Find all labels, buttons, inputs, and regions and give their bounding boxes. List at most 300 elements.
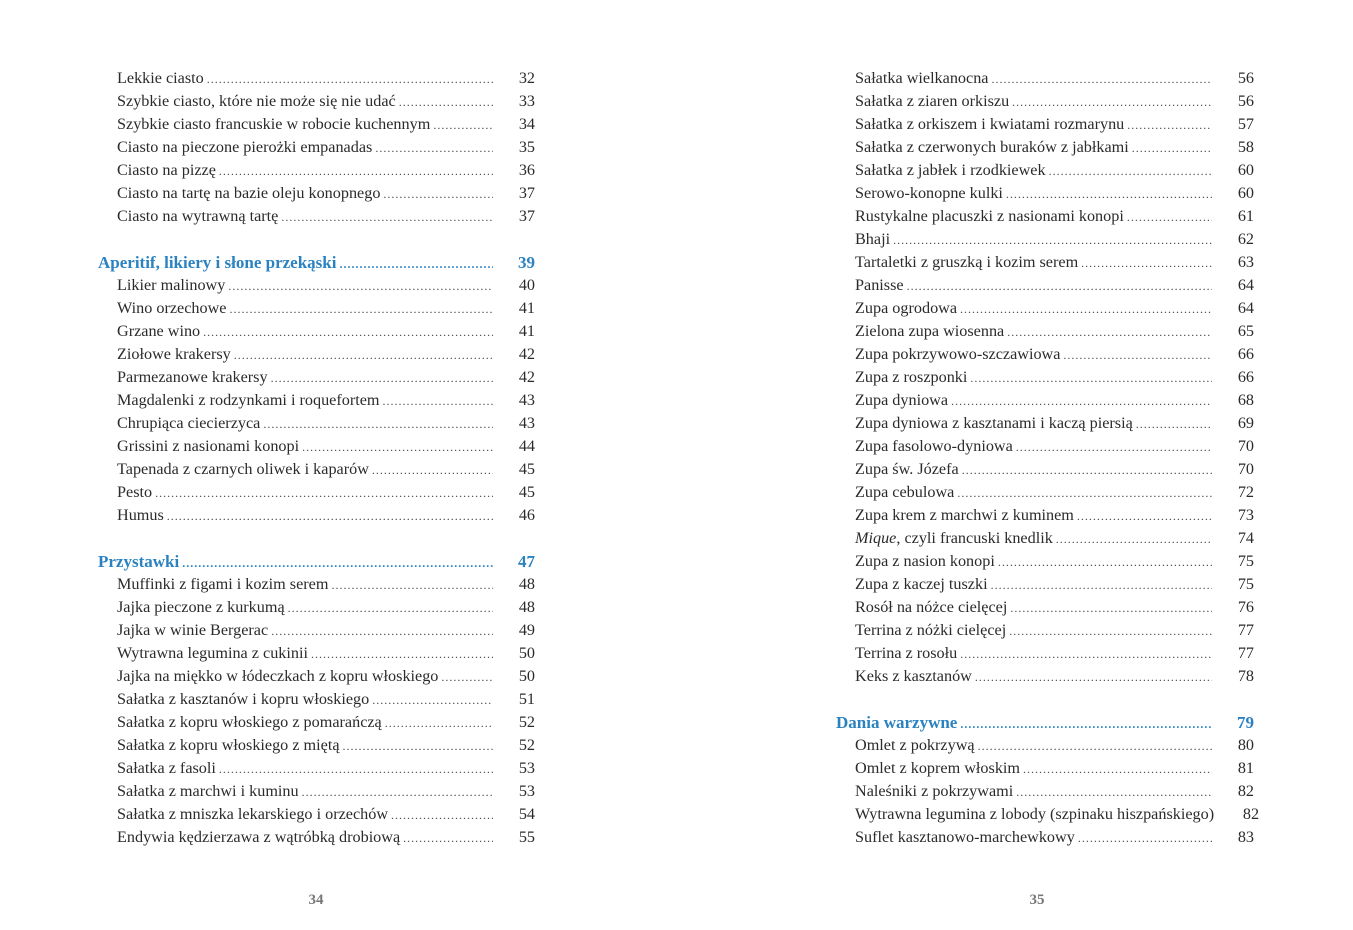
toc-entry	[98, 780, 535, 803]
toc-entry-title	[836, 113, 1124, 136]
toc-entry-page: 75	[1237, 575, 1254, 593]
toc-entry-title	[98, 113, 430, 136]
toc-entry-page: 55	[518, 828, 535, 846]
toc-entry-page: 47	[518, 552, 535, 571]
toc-entry-title-text: Ciasto na pieczone pierożki empanadas	[117, 138, 373, 156]
dot-leader	[155, 482, 493, 505]
toc-entry-title	[836, 389, 948, 412]
dot-leader	[951, 390, 1212, 413]
dot-leader	[975, 666, 1212, 689]
dot-leader	[219, 758, 493, 781]
toc-entry-title-text: Wytrawna legumina z lobody (szpinaku hiszpańskiego)	[855, 805, 1215, 823]
toc-entry	[836, 90, 1254, 113]
toc-entry-title	[98, 826, 400, 849]
toc-entry	[836, 182, 1254, 205]
toc-entry-page: 41	[518, 299, 535, 317]
toc-entry-title	[98, 688, 369, 711]
dot-leader	[383, 183, 493, 206]
toc-entry-page: 82	[1237, 782, 1254, 800]
toc-entry	[836, 550, 1254, 573]
toc-entry-title	[98, 504, 164, 527]
page-number: 34	[308, 892, 324, 908]
toc-entry	[98, 734, 535, 757]
toc-entry-page: 66	[1237, 345, 1254, 363]
toc-section-heading	[98, 550, 535, 573]
toc-entry-title-text: Wino orzechowe	[117, 299, 227, 317]
toc-entry-title	[836, 182, 1003, 205]
dot-leader	[1016, 436, 1212, 459]
toc-entry	[98, 665, 535, 688]
toc-entry-title	[836, 665, 972, 688]
toc-entry-page: 72	[1237, 483, 1254, 501]
dot-leader	[1078, 827, 1212, 850]
toc-entry-page: 68	[1237, 391, 1254, 409]
dot-leader	[403, 827, 493, 850]
toc-entry-title	[98, 757, 216, 780]
toc-entry-title-text: Zupa fasolowo-dyniowa	[855, 437, 1013, 455]
toc-entry-title-text: Sałatka z kopru włoskiego z miętą	[117, 736, 340, 754]
toc-entry-page: 35	[518, 138, 535, 156]
toc-entry-page: 57	[1237, 115, 1254, 133]
toc-entry	[98, 504, 535, 527]
toc-entry-page: 37	[518, 184, 535, 202]
toc-entry	[836, 803, 1260, 826]
toc-entry-title-text: Zupa z roszponki	[855, 368, 968, 386]
toc-entry-title	[98, 596, 285, 619]
dot-leader	[441, 666, 493, 689]
toc-entry-title-text: Zupa św. Józefa	[855, 460, 959, 478]
toc-entry-title-text: Zielona zupa wiosenna	[855, 322, 1005, 340]
toc-entry-title-text: Szybkie ciasto francuskie w robocie kuchennym	[117, 115, 431, 133]
dot-leader	[991, 574, 1212, 597]
toc-entry-title-text: Pesto	[117, 483, 153, 501]
toc-entry-page: 70	[1237, 437, 1254, 455]
toc-entry-title	[98, 90, 396, 113]
toc-entry	[836, 320, 1254, 343]
dot-leader	[1063, 344, 1212, 367]
toc-entry-page: 48	[518, 598, 535, 616]
toc-entry	[98, 688, 535, 711]
toc-entry-title-text: Zupa dyniowa	[855, 391, 949, 409]
toc-entry-page: 76	[1237, 598, 1254, 616]
toc-entry-title	[98, 182, 380, 205]
toc-entry-page: 51	[518, 690, 535, 708]
toc-entry	[836, 389, 1254, 412]
toc-entry-page: 69	[1237, 414, 1254, 432]
toc-entry-page: 78	[1237, 667, 1254, 685]
toc-entry	[98, 136, 535, 159]
toc-entry-page: 75	[1237, 552, 1254, 570]
toc-entry-title	[98, 251, 336, 274]
dot-leader	[998, 551, 1212, 574]
toc-entry-title-text: Zupa z nasion konopi	[855, 552, 995, 570]
toc-entry-title	[836, 159, 1046, 182]
toc-section-heading	[98, 251, 535, 274]
dot-leader	[433, 114, 493, 137]
toc-entry-title	[98, 642, 308, 665]
toc-entry-title	[836, 90, 1009, 113]
toc-entry	[836, 228, 1254, 251]
toc-entry-page: 44	[518, 437, 535, 455]
dot-leader	[1010, 597, 1212, 620]
toc-entry-title-text: Zupa cebulowa	[855, 483, 955, 501]
toc-entry-title-italic: Mique	[855, 529, 897, 547]
toc-entry-title	[836, 274, 904, 297]
toc-entry	[98, 435, 535, 458]
toc-entry	[98, 389, 535, 412]
toc-entry	[98, 803, 535, 826]
toc-entry-title-text: Ciasto na wytrawną tartę	[117, 207, 279, 225]
toc-entry	[98, 159, 535, 182]
dot-leader	[311, 643, 493, 666]
dot-leader	[271, 367, 493, 390]
left-page	[0, 0, 676, 930]
toc-entry-page: 42	[518, 368, 535, 386]
toc-entry	[836, 642, 1254, 665]
toc-entry-title	[98, 297, 226, 320]
toc-entry-title-text: Jajka na miękko w łódeczkach z kopru włoskiego	[117, 667, 439, 685]
toc-entry	[98, 343, 535, 366]
toc-entry-title	[98, 458, 369, 481]
toc-entry-title	[98, 550, 179, 573]
toc-entry-title-text: Omlet z pokrzywą	[855, 736, 975, 754]
toc-entry-title	[98, 435, 299, 458]
toc-entry	[98, 458, 535, 481]
dot-leader	[182, 552, 493, 575]
toc-entry-page: 58	[1237, 138, 1254, 156]
toc-entry-page: 61	[1237, 207, 1254, 225]
toc-entry-page: 62	[1237, 230, 1254, 248]
toc-entry-page: 40	[518, 276, 535, 294]
dot-leader	[1009, 620, 1212, 643]
toc-entry-title-text: Ciasto na tartę na bazie oleju konopnego	[117, 184, 381, 202]
toc-entry-page: 64	[1237, 299, 1254, 317]
toc-entry	[98, 113, 535, 136]
toc-entry	[836, 734, 1254, 757]
toc-entry-page: 74	[1237, 529, 1254, 547]
toc-entry-title-text: Jajka pieczone z kurkumą	[117, 598, 285, 616]
toc-entry-page: 64	[1237, 276, 1254, 294]
toc-entry-title	[836, 803, 1214, 826]
toc-entry-page: 36	[518, 161, 535, 179]
dot-leader	[234, 344, 493, 367]
toc-entry-title	[98, 274, 225, 297]
toc-entry-title-text: Szybkie ciasto, które nie może się nie udać	[117, 92, 396, 110]
table-of-contents	[836, 67, 1260, 849]
toc-entry	[98, 596, 535, 619]
dot-leader	[343, 735, 493, 758]
toc-entry	[836, 297, 1254, 320]
toc-entry-page: 56	[1237, 69, 1254, 87]
dot-leader	[1056, 528, 1212, 551]
toc-entry	[98, 90, 535, 113]
toc-entry-title	[98, 573, 328, 596]
dot-leader	[203, 321, 493, 344]
toc-entry-page: 53	[518, 782, 535, 800]
toc-entry-page: 45	[518, 460, 535, 478]
dot-leader	[372, 459, 493, 482]
toc-entry-title-text: Magdalenki z rodzynkami i roquefortem	[117, 391, 380, 409]
dot-leader	[1077, 505, 1212, 528]
dot-leader	[271, 620, 493, 643]
toc-entry-page: 50	[518, 644, 535, 662]
dot-leader	[970, 367, 1212, 390]
toc-entry-title	[836, 573, 988, 596]
toc-entry	[98, 366, 535, 389]
toc-entry-title-text: Sałatka z jabłek i rzodkiewek	[855, 161, 1046, 179]
dot-leader	[960, 298, 1212, 321]
toc-entry-title-text: Ziołowe krakersy	[117, 345, 231, 363]
toc-entry-title	[836, 550, 995, 573]
dot-leader	[399, 91, 493, 114]
dot-leader	[1081, 252, 1212, 275]
toc-entry-title-text: Serowo-konopne kulki	[855, 184, 1003, 202]
toc-entry-title-text: Lekkie ciasto	[117, 69, 204, 87]
toc-entry-page: 82	[1242, 805, 1260, 823]
toc-entry-title-text: Panisse	[855, 276, 904, 294]
toc-entry	[836, 412, 1254, 435]
toc-entry-title-text: Zupa krem z marchwi z kuminem	[855, 506, 1074, 524]
toc-entry-title-text: Endywia kędzierzawa z wątróbką drobiową	[117, 828, 401, 846]
dot-leader	[385, 712, 493, 735]
toc-entry-title-text: Sałatka z marchwi i kuminu	[117, 782, 299, 800]
toc-entry	[836, 159, 1254, 182]
dot-leader	[907, 275, 1212, 298]
toc-entry	[836, 826, 1254, 849]
toc-entry-title-text: Grzane wino	[117, 322, 201, 340]
toc-entry	[98, 619, 535, 642]
toc-entry-page: 70	[1237, 460, 1254, 478]
toc-entry-title-text: Likier malinowy	[117, 276, 226, 294]
toc-entry-title-text: Suflet kasztanowo-marchewkowy	[855, 828, 1075, 846]
toc-entry-title-text: Ciasto na pizzę	[117, 161, 216, 179]
toc-entry-title-text: Wytrawna legumina z cukinii	[117, 644, 308, 662]
toc-entry-page: 81	[1237, 759, 1254, 777]
toc-entry-title	[98, 711, 382, 734]
toc-entry	[98, 320, 535, 343]
toc-entry-page: 37	[518, 207, 535, 225]
toc-entry	[836, 435, 1254, 458]
toc-entry-page: 42	[518, 345, 535, 363]
toc-entry	[98, 412, 535, 435]
dot-leader	[391, 804, 493, 827]
dot-leader	[1136, 413, 1212, 436]
toc-entry-title	[836, 481, 954, 504]
toc-entry	[836, 527, 1254, 550]
toc-entry-title-text: , czyli francuski knedlik	[896, 529, 1053, 547]
toc-entry	[98, 481, 535, 504]
toc-entry	[836, 458, 1254, 481]
toc-entry-title-text: Tapenada z czarnych oliwek i kaparów	[117, 460, 369, 478]
dot-leader	[1012, 91, 1212, 114]
toc-entry-page: 43	[518, 414, 535, 432]
toc-entry-title-text: Terrina z rosołu	[855, 644, 958, 662]
toc-entry-title-text: Zupa z kaczej tuszki	[855, 575, 988, 593]
toc-entry-title	[98, 343, 231, 366]
toc-entry	[836, 665, 1254, 688]
dot-leader	[229, 298, 493, 321]
toc-entry-page: 79	[1237, 713, 1254, 732]
toc-entry	[98, 826, 535, 849]
toc-entry-title	[836, 343, 1060, 366]
toc-entry	[98, 205, 535, 228]
toc-entry-title	[836, 642, 957, 665]
toc-entry-page: 77	[1237, 644, 1254, 662]
toc-entry-page: 49	[518, 621, 535, 639]
dot-leader	[962, 459, 1212, 482]
toc-entry-title	[836, 320, 1004, 343]
dot-leader	[372, 689, 493, 712]
toc-entry-title-text: Chrupiąca ciecierzyca	[117, 414, 261, 432]
dot-leader	[219, 160, 493, 183]
toc-entry-title-text: Sałatka z orkiszem i kwiatami rozmarynu	[855, 115, 1125, 133]
toc-entry-title	[836, 412, 1133, 435]
dot-leader	[1016, 781, 1212, 804]
toc-entry-title-text: Sałatka z czerwonych buraków z jabłkami	[855, 138, 1129, 156]
toc-entry-title-text: Sałatka z fasoli	[117, 759, 216, 777]
toc-entry-title-text: Aperitif, likiery i słone przekąski	[98, 253, 337, 272]
toc-entry	[836, 366, 1254, 389]
toc-entry-title-text: Sałatka z mniszka lekarskiego i orzechów	[117, 805, 389, 823]
toc-entry-title-text: Humus	[117, 506, 164, 524]
dot-leader	[228, 275, 493, 298]
toc-entry-title	[836, 251, 1078, 274]
toc-entry-page: 63	[1237, 253, 1254, 271]
toc-entry-page: 32	[518, 69, 535, 87]
toc-entry-page: 52	[518, 736, 535, 754]
toc-entry	[836, 274, 1254, 297]
toc-entry-title-text: Keks z kasztanów	[855, 667, 972, 685]
toc-entry	[98, 711, 535, 734]
toc-entry-title	[98, 412, 260, 435]
table-of-contents	[98, 67, 535, 849]
dot-leader	[383, 390, 493, 413]
toc-entry-title	[836, 504, 1074, 527]
toc-entry-title	[98, 320, 200, 343]
dot-leader	[375, 137, 493, 160]
toc-entry-page: 39	[518, 253, 535, 272]
toc-entry-page: 33	[518, 92, 535, 110]
toc-entry-title	[836, 366, 967, 389]
toc-entry	[836, 757, 1254, 780]
dot-leader	[1127, 206, 1212, 229]
toc-entry-title	[98, 136, 372, 159]
toc-entry-title	[98, 665, 438, 688]
toc-entry-page: 77	[1237, 621, 1254, 639]
toc-entry-page: 83	[1237, 828, 1254, 846]
toc-entry-page: 80	[1237, 736, 1254, 754]
toc-entry-title	[836, 228, 890, 251]
toc-entry-title	[836, 619, 1006, 642]
toc-entry-title-text: Naleśniki z pokrzywami	[855, 782, 1014, 800]
toc-entry-page: 60	[1237, 184, 1254, 202]
dot-leader	[957, 482, 1212, 505]
toc-entry-title	[836, 435, 1013, 458]
dot-leader	[1127, 114, 1212, 137]
toc-entry-page: 65	[1237, 322, 1254, 340]
toc-entry-title	[836, 711, 957, 734]
toc-entry-title-text: Dania warzywne	[836, 713, 958, 732]
toc-entry	[836, 780, 1254, 803]
toc-section-heading	[836, 711, 1254, 734]
dot-leader	[302, 781, 493, 804]
toc-entry-title	[98, 389, 380, 412]
right-page	[676, 0, 1353, 930]
toc-entry-title	[836, 527, 1053, 550]
toc-entry-title	[98, 481, 152, 504]
toc-entry-title-text: Zupa pokrzywowo-szczawiowa	[855, 345, 1061, 363]
dot-leader	[167, 505, 493, 528]
toc-entry	[98, 642, 535, 665]
toc-entry-title-text: Zupa ogrodowa	[855, 299, 958, 317]
toc-entry-title	[836, 205, 1124, 228]
dot-leader	[992, 68, 1213, 91]
toc-entry-page: 41	[518, 322, 535, 340]
toc-entry-page: 52	[518, 713, 535, 731]
dot-leader	[1132, 137, 1212, 160]
dot-leader	[302, 436, 493, 459]
toc-entry-title	[836, 780, 1013, 803]
toc-entry-title-text: Jajka w winie Bergerac	[117, 621, 269, 639]
toc-entry	[836, 67, 1254, 90]
toc-entry-page: 50	[518, 667, 535, 685]
toc-entry-page: 45	[518, 483, 535, 501]
toc-entry	[836, 205, 1254, 228]
toc-entry-page: 46	[518, 506, 535, 524]
toc-entry-title	[836, 596, 1007, 619]
toc-entry-title	[98, 205, 278, 228]
dot-leader	[1049, 160, 1212, 183]
toc-entry	[836, 596, 1254, 619]
toc-entry-title	[98, 159, 216, 182]
toc-entry	[836, 504, 1254, 527]
toc-entry	[836, 113, 1254, 136]
toc-entry-title-text: Muffinki z figami i kozim serem	[117, 575, 329, 593]
dot-leader	[1023, 758, 1212, 781]
toc-entry	[836, 573, 1254, 596]
toc-entry-title-text: Przystawki	[98, 552, 180, 571]
toc-entry-title	[836, 826, 1075, 849]
dot-leader	[288, 597, 493, 620]
toc-entry-title-text: Grissini z nasionami konopi	[117, 437, 300, 455]
toc-entry-page: 60	[1237, 161, 1254, 179]
toc-entry-page: 73	[1237, 506, 1254, 524]
toc-entry-title-text: Sałatka z kopru włoskiego z pomarańczą	[117, 713, 382, 731]
toc-entry-title	[98, 780, 299, 803]
toc-entry-title-text: Omlet z koprem włoskim	[855, 759, 1020, 777]
toc-entry-page: 43	[518, 391, 535, 409]
page-number: 35	[1029, 892, 1045, 908]
dot-leader	[339, 253, 493, 276]
toc-entry-title-text: Bhaji	[855, 230, 891, 248]
dot-leader	[960, 643, 1212, 666]
toc-entry-page: 54	[518, 805, 535, 823]
toc-entry	[98, 757, 535, 780]
toc-entry-title-text: Sałatka wielkanocna	[855, 69, 989, 87]
toc-entry-page: 66	[1237, 368, 1254, 386]
toc-entry-title-text: Terrina z nóżki cielęcej	[855, 621, 1007, 639]
toc-entry-page: 34	[518, 115, 535, 133]
dot-leader	[331, 574, 493, 597]
toc-entry	[836, 251, 1254, 274]
dot-leader	[960, 713, 1212, 736]
toc-entry-title	[836, 67, 989, 90]
toc-entry	[98, 182, 535, 205]
toc-entry-page: 53	[518, 759, 535, 777]
dot-leader	[207, 68, 493, 91]
toc-entry-title	[98, 803, 388, 826]
toc-entry-title	[98, 734, 340, 757]
